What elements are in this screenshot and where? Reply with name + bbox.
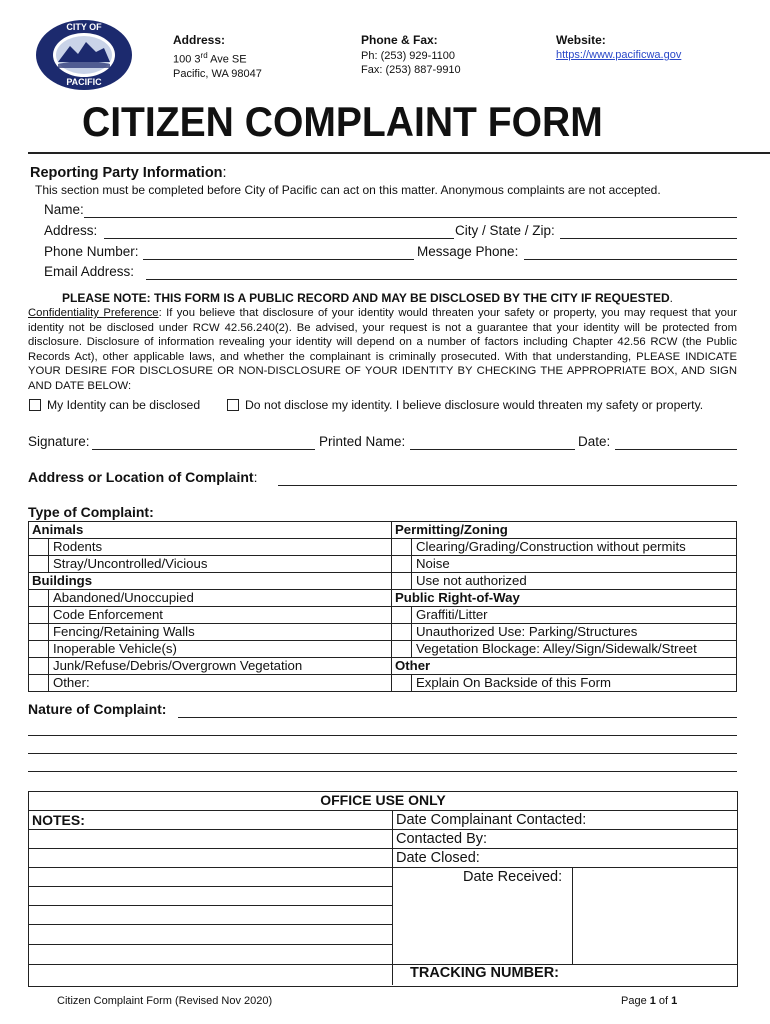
option-abandoned-unoccupied: Abandoned/Unoccupied: [49, 590, 392, 607]
complaint-type-row: [29, 658, 737, 675]
group-animals: Animals: [29, 522, 392, 539]
complaint-type-row: [29, 624, 737, 641]
notice-headline-text: PLEASE NOTE: THIS FORM IS A PUBLIC RECORD AND MAY BE DISCLOSED BY THE CITY IF REQUESTED: [62, 291, 670, 305]
checkbox-fencing-retaining-walls[interactable]: [29, 624, 49, 641]
reporting-heading-colon: :: [222, 165, 227, 181]
header-address: [173, 33, 262, 81]
checkbox-vegetation-blockage-alley-sign-sidewalk-street[interactable]: [392, 641, 412, 658]
group-public-right-of-way: Public Right-of-Way: [392, 590, 737, 607]
checkbox-stray-uncontrolled-vicious[interactable]: [29, 556, 49, 573]
city-state-zip-field[interactable]: [560, 238, 737, 239]
date-received-label: Date Received:: [463, 869, 563, 885]
seal-text-top: CITY OF: [66, 22, 102, 32]
city-state-zip-label: City / State / Zip:: [455, 223, 555, 238]
address-line1-post: Ave SE: [207, 53, 247, 66]
signature-label: Signature:: [28, 434, 90, 449]
phone-number: Ph: (253) 929-1100: [361, 50, 455, 62]
notice-headline-end: .: [669, 291, 673, 305]
date-contacted-label: Date Complainant Contacted:: [396, 812, 587, 828]
city-seal-logo: [34, 18, 134, 92]
location-label-text: Address or Location of Complaint: [28, 469, 254, 485]
footer-form-name: Citizen Complaint Form (Revised Nov 2020): [57, 995, 273, 1007]
office-use-box: [28, 791, 738, 987]
tracking-number-label: TRACKING NUMBER:: [410, 965, 560, 981]
complaint-type-row: [29, 590, 737, 607]
checkbox-graffiti-litter[interactable]: [392, 607, 412, 624]
form-title: CITIZEN COMPLAINT FORM: [82, 98, 603, 145]
phone-number-label: Phone Number:: [44, 244, 139, 259]
checkbox-unauthorized-use-parking-structures[interactable]: [392, 624, 412, 641]
option-fencing-retaining-walls: Fencing/Retaining Walls: [49, 624, 392, 641]
option-graffiti-litter: Graffiti/Litter: [412, 607, 737, 624]
address-line2: Pacific, WA 98047: [173, 67, 262, 80]
page-total: 1: [671, 995, 678, 1007]
confidentiality-label: Confidentiality Preference: [28, 307, 159, 319]
nature-field-line-1[interactable]: [178, 717, 737, 718]
complaint-type-row: [29, 573, 737, 590]
nature-field-line-4[interactable]: [28, 771, 737, 772]
option-disclose-label: My Identity can be disclosed: [47, 398, 201, 412]
message-phone-field[interactable]: [524, 259, 737, 260]
phone-number-field[interactable]: [143, 259, 414, 260]
address-field[interactable]: [104, 238, 454, 239]
header-website: [556, 33, 681, 61]
reporting-heading-text: Reporting Party Information: [30, 165, 223, 181]
contacted-by-label: Contacted By:: [396, 831, 488, 847]
disclose-checkbox[interactable]: [29, 399, 41, 411]
reporting-subtext: This section must be completed before City of Pacific can act on this matter. Anonymous complaints are not accepted.: [35, 183, 661, 197]
complaint-type-heading: Type of Complaint:: [28, 504, 154, 520]
checkbox-noise[interactable]: [392, 556, 412, 573]
printed-name-label: Printed Name:: [319, 434, 406, 449]
option-clearing-grading-construction-without-permits: Clearing/Grading/Construction without permits: [412, 539, 737, 556]
signature-date-label: Date:: [578, 434, 611, 449]
option-inoperable-vehicle-s: Inoperable Vehicle(s): [49, 641, 392, 658]
complaint-type-row: [29, 556, 737, 573]
website-label: Website:: [556, 33, 606, 47]
printed-name-field[interactable]: [410, 449, 575, 450]
option-nondisclose[interactable]: [227, 398, 703, 412]
nature-label: Nature of Complaint:: [28, 701, 167, 717]
address-line1-sup: rd: [200, 51, 208, 60]
seal-text-bottom: PACIFIC: [66, 77, 102, 87]
date-closed-label: Date Closed:: [396, 850, 480, 866]
page-num: 1: [649, 995, 656, 1007]
email-field[interactable]: [146, 279, 737, 280]
header-phone: [361, 33, 461, 77]
checkbox-clearing-grading-construction-without-permits[interactable]: [392, 539, 412, 556]
group-other: Other: [392, 658, 737, 675]
option-code-enforcement: Code Enforcement: [49, 607, 392, 624]
option-explain-on-backside-of-this-form: Explain On Backside of this Form: [412, 675, 737, 692]
signature-date-field[interactable]: [615, 449, 737, 450]
confidentiality-notice: [28, 306, 737, 394]
message-phone-label: Message Phone:: [417, 244, 519, 259]
footer-page-number: [621, 995, 677, 1007]
checkbox-code-enforcement[interactable]: [29, 607, 49, 624]
notes-label: NOTES:: [32, 812, 85, 828]
page-mid: of: [655, 995, 672, 1007]
address-label: Address:: [173, 33, 226, 47]
nature-field-line-2[interactable]: [28, 735, 737, 736]
complaint-type-row: [29, 607, 737, 624]
notice-headline: [62, 291, 673, 305]
option-vegetation-blockage-alley-sign-sidewalk-street: Vegetation Blockage: Alley/Sign/Sidewalk/Street: [412, 641, 737, 658]
option-rodents: Rodents: [49, 539, 392, 556]
name-label: Name:: [44, 202, 84, 217]
checkbox-use-not-authorized[interactable]: [392, 573, 412, 590]
option-nondisclose-label: Do not disclose my identity. I believe disclosure would threaten my safety or property.: [245, 398, 704, 412]
email-label: Email Address:: [44, 264, 135, 279]
title-rule: [28, 152, 770, 154]
name-field[interactable]: [84, 217, 737, 218]
complaint-type-row: [29, 522, 737, 539]
group-permitting-zoning: Permitting/Zoning: [392, 522, 737, 539]
group-buildings: Buildings: [29, 573, 392, 590]
option-stray-uncontrolled-vicious: Stray/Uncontrolled/Vicious: [49, 556, 392, 573]
checkbox-abandoned-unoccupied[interactable]: [29, 590, 49, 607]
option-unauthorized-use-parking-structures: Unauthorized Use: Parking/Structures: [412, 624, 737, 641]
checkbox-other[interactable]: [29, 675, 49, 692]
phone-label: Phone & Fax:: [361, 33, 438, 47]
signature-field[interactable]: [92, 449, 315, 450]
checkbox-inoperable-vehicle-s[interactable]: [29, 641, 49, 658]
complaint-type-row: [29, 641, 737, 658]
complaint-type-table: [28, 521, 737, 692]
option-junk-refuse-debris-overgrown-vegetation: Junk/Refuse/Debris/Overgrown Vegetation: [49, 658, 392, 675]
nature-field-line-3[interactable]: [28, 753, 737, 754]
checkbox-junk-refuse-debris-overgrown-vegetation[interactable]: [29, 658, 49, 675]
option-other: Other:: [49, 675, 392, 692]
complaint-type-row: [29, 539, 737, 556]
confidentiality-body: : If you believe that disclosure of your identity would threaten your safety or property, you may request that your identity not be disclosed under RCW 42.56.240(2). Be advised, your request is not a guarantee that your identity will be protected from disclosure. Disclosure of information revealing your identity will depend on a number of factors including Chapter 42.56 RCW (the Public Records Act), other applicable laws, and whether the complainant is criminally prosecuted. With that understanding, PLEASE INDICATE YOUR DESIRE FOR DISCLOSURE OR NON-DISCLOSURE OF YOUR IDENTITY BY CHECKING THE APPROPRIATE BOX, AND SIGN AND DATE BELOW:: [28, 307, 738, 392]
location-field[interactable]: [278, 485, 737, 486]
complaint-type-row: [29, 675, 737, 692]
option-disclose[interactable]: [29, 398, 200, 412]
option-noise: Noise: [412, 556, 737, 573]
option-use-not-authorized: Use not authorized: [412, 573, 737, 590]
website-link[interactable]: https://www.pacificwa.gov: [556, 49, 682, 61]
fax-number: Fax: (253) 887-9910: [361, 64, 461, 76]
office-heading: OFFICE USE ONLY: [320, 792, 446, 808]
location-label-colon: :: [253, 469, 258, 485]
address-field-label: Address:: [44, 223, 98, 238]
nondisclose-checkbox[interactable]: [227, 399, 239, 411]
reporting-heading: [30, 165, 227, 181]
checkbox-rodents[interactable]: [29, 539, 49, 556]
page-pre: Page: [621, 995, 650, 1007]
address-line1-pre: 100 3: [173, 53, 201, 66]
location-label: [28, 469, 257, 485]
checkbox-explain-on-backside-of-this-form[interactable]: [392, 675, 412, 692]
